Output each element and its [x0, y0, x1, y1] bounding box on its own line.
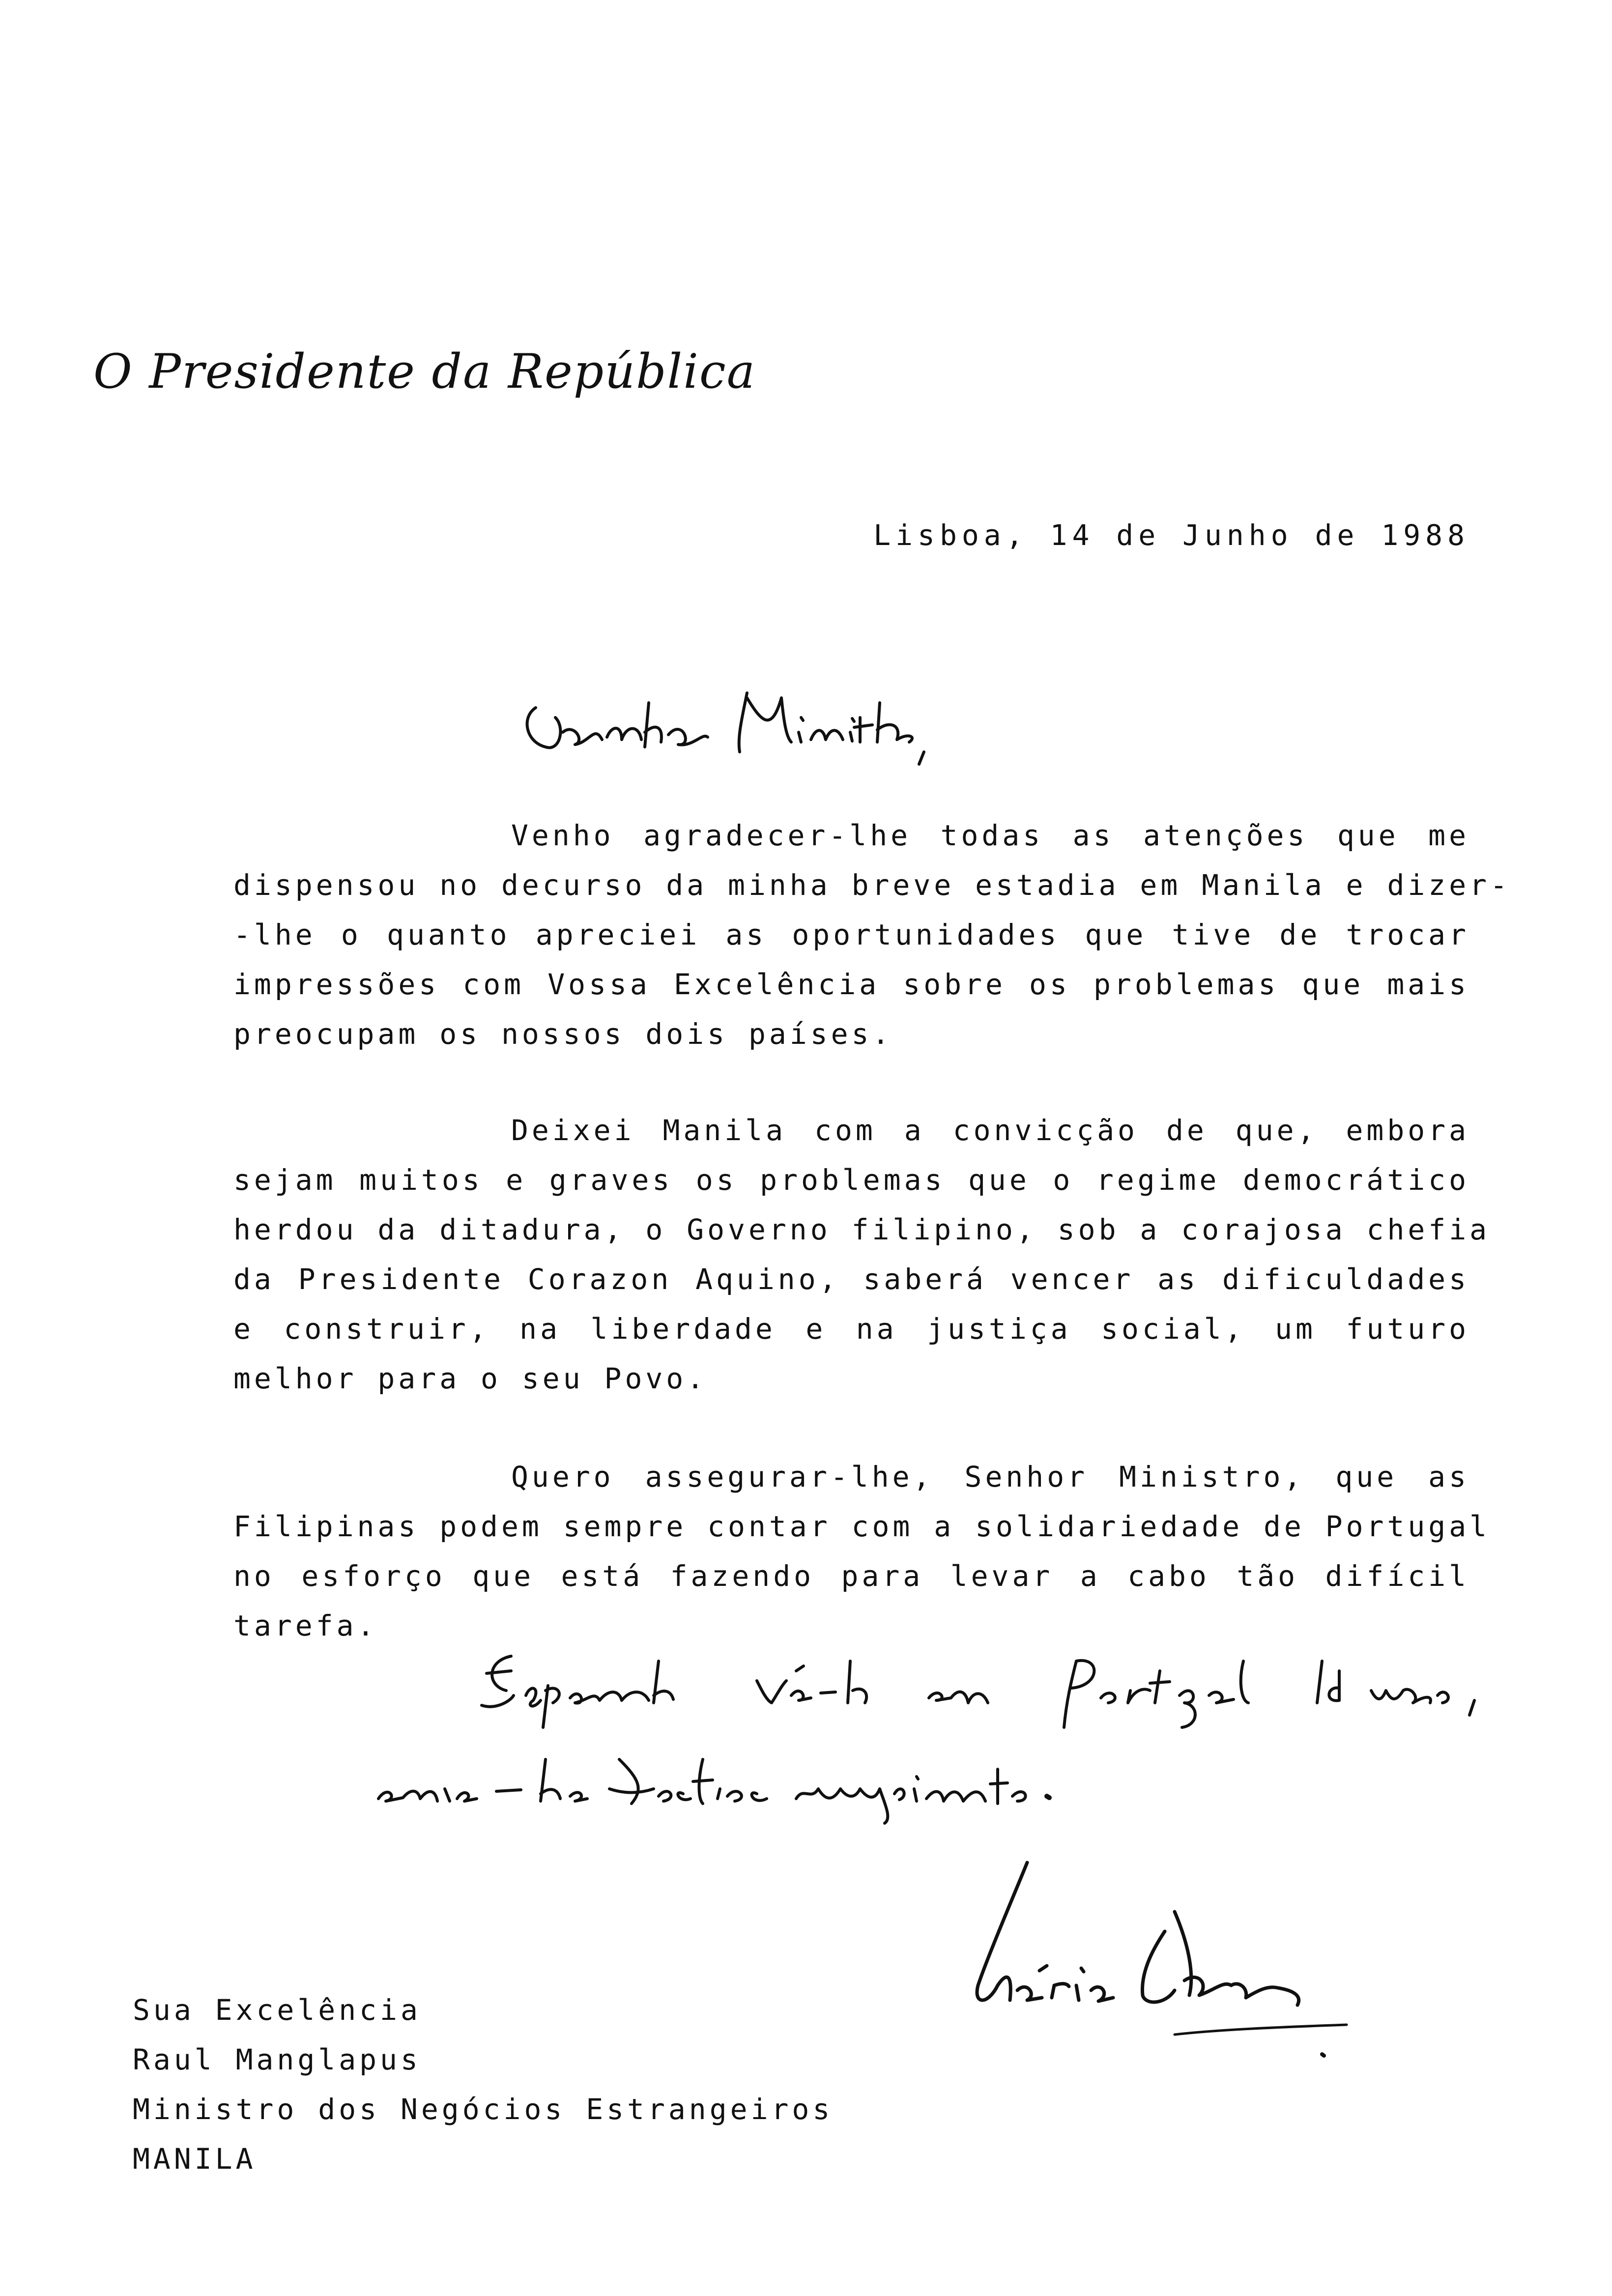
- paragraph-line: Quero assegurar-lhe, Senhor Ministro, que as: [511, 1460, 1469, 1493]
- paragraph-line: -lhe o quanto apreciei as oportunidades que tive de trocar: [233, 918, 1469, 951]
- handwritten-salutation: [516, 678, 958, 769]
- paragraph-line: Deixei Manila com a convicção de que, embora: [511, 1114, 1469, 1147]
- handwritten-closing: [364, 1641, 1524, 1830]
- recipient-line: MANILA: [133, 2142, 257, 2176]
- paragraph-line: herdou da ditadura, o Governo filipino, sob a corajosa chefia: [233, 1213, 1491, 1246]
- paragraph-line: dispensou no decurso da minha breve estadia em Manila e dizer-: [233, 868, 1511, 902]
- paragraph-line: no esforço que está fazendo para levar a cabo tão difícil: [233, 1559, 1469, 1593]
- paragraph-line: Venho agradecer-lhe todas as atenções que me: [511, 819, 1469, 852]
- paragraph-2: [233, 1106, 1491, 1404]
- recipient-line: Sua Excelência: [133, 1993, 421, 2027]
- date-line: Lisboa, 14 de Junho de 1988: [873, 518, 1469, 552]
- paragraph-line: sejam muitos e graves os problemas que o regime democrático: [233, 1163, 1469, 1197]
- paragraph-line: melhor para o seu Povo.: [233, 1362, 708, 1395]
- recipient-line: Ministro dos Negócios Estrangeiros: [133, 2093, 834, 2126]
- paragraph-line: impressões com Vossa Excelência sobre os problemas que mais: [233, 968, 1469, 1001]
- paragraph-line: tarefa.: [233, 1609, 378, 1642]
- paragraph-line: da Presidente Corazon Aquino, saberá vencer as dificuldades: [233, 1263, 1469, 1296]
- recipient-line: Raul Manglapus: [133, 2043, 421, 2076]
- signature: [958, 1858, 1376, 2086]
- paragraph-line: e construir, na liberdade e na justiça social, um futuro: [233, 1312, 1469, 1346]
- paragraph-1: [233, 811, 1511, 1059]
- paragraph-line: preocupam os nossos dois países.: [233, 1017, 893, 1051]
- paragraph-3: [233, 1452, 1491, 1651]
- letterhead: O Presidente da República: [93, 344, 756, 399]
- paragraph-line: Filipinas podem sempre contar com a solidariedade de Portugal: [233, 1510, 1491, 1543]
- recipient-block: [133, 1985, 833, 2184]
